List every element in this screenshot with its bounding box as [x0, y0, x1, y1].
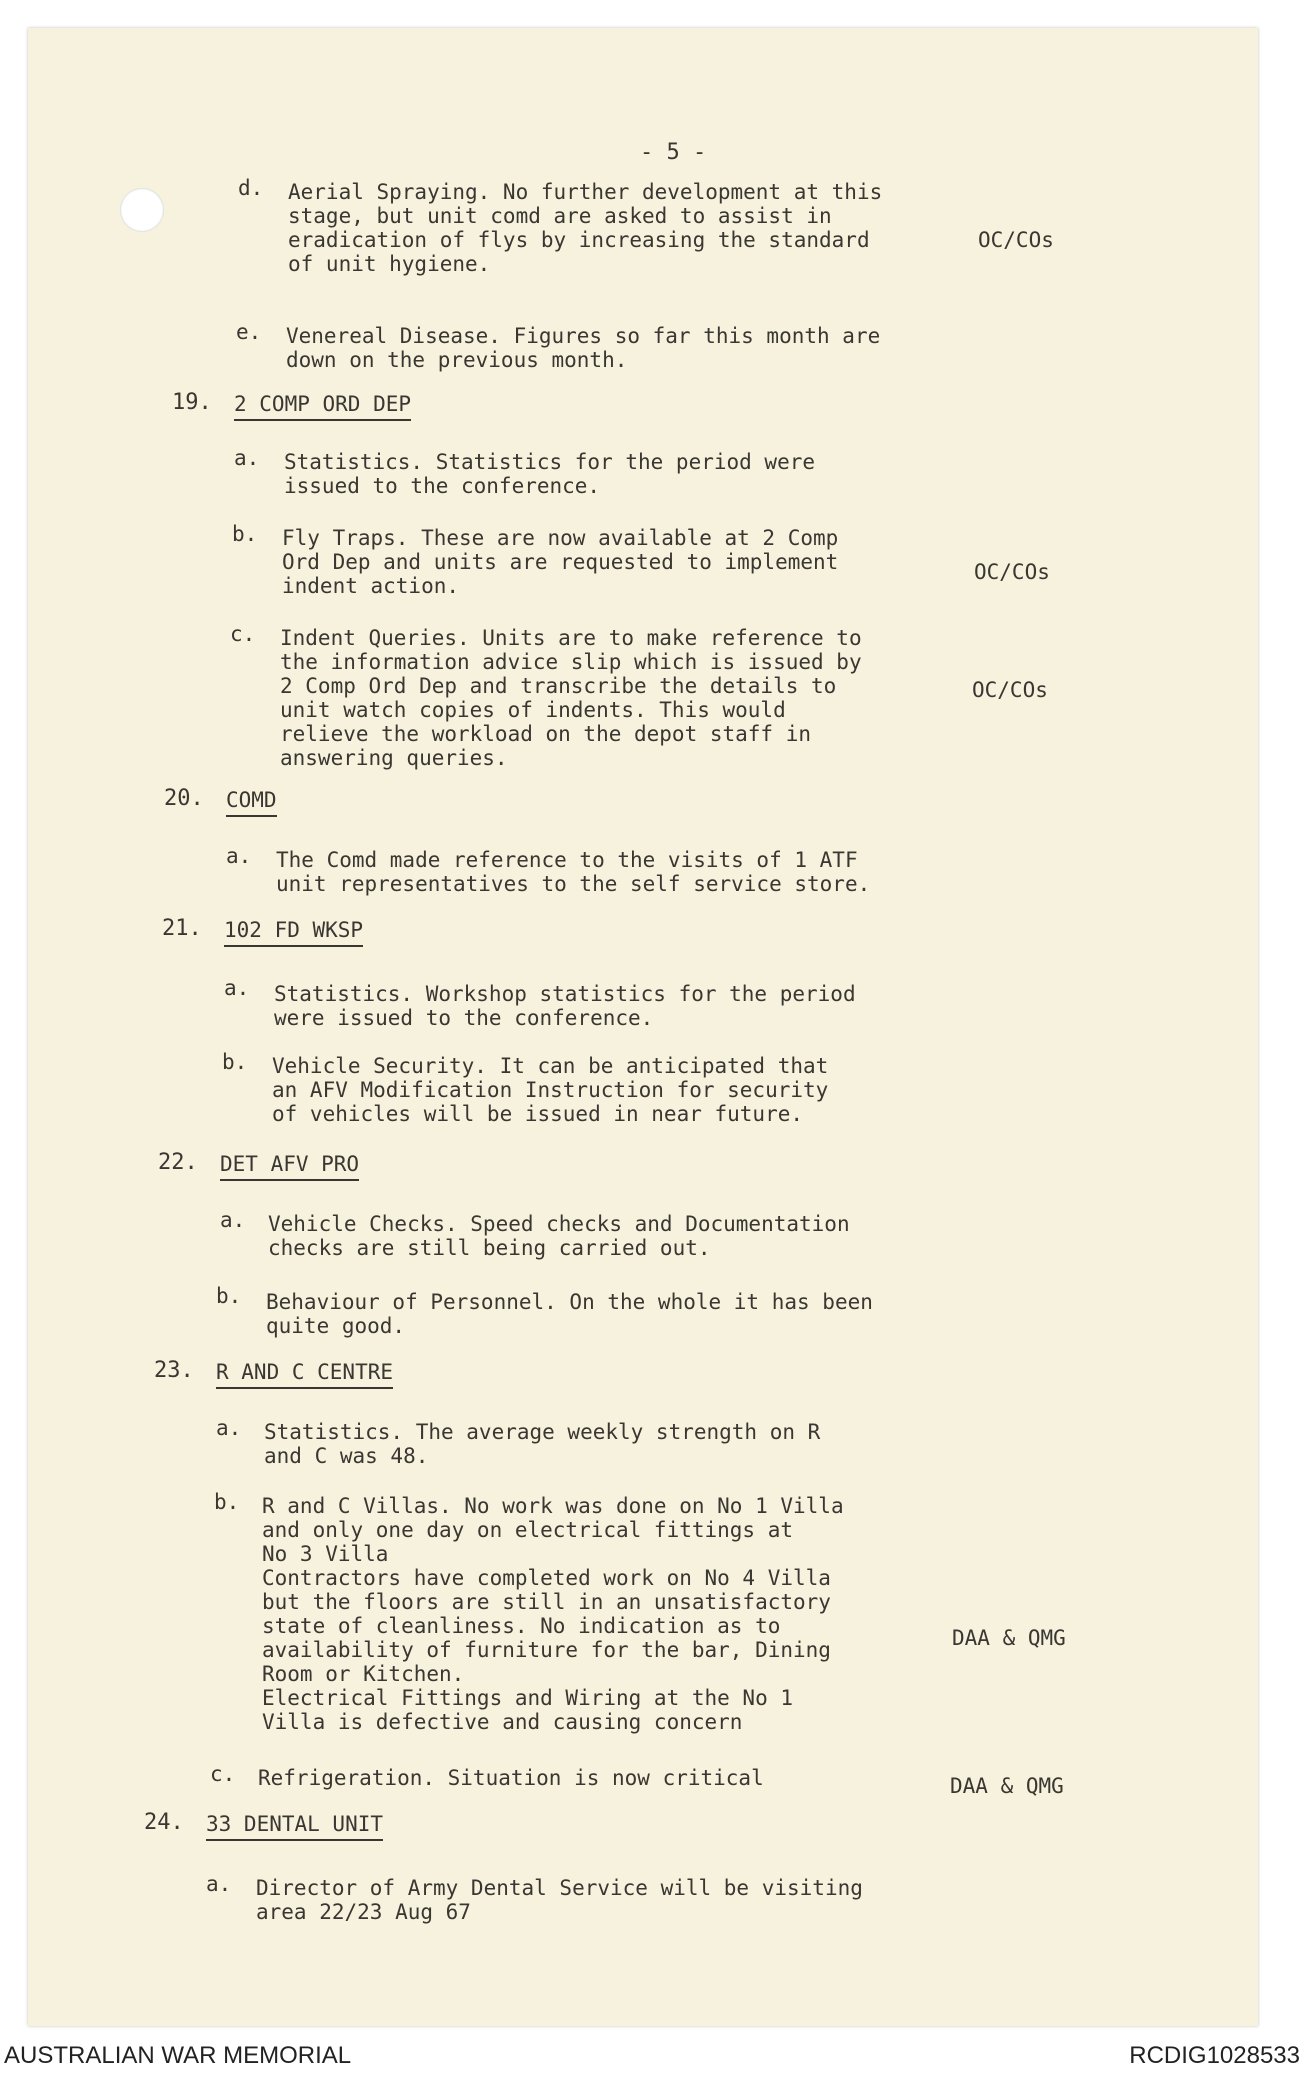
text-line: Ord Dep and units are requested to implement: [282, 550, 839, 574]
text-line: the information advice slip which is issued by: [280, 650, 862, 674]
section-number: 19.: [172, 390, 212, 415]
text-line: area 22/23 Aug 67: [256, 1900, 471, 1924]
text-line: Electrical Fittings and Wiring at the No 1: [262, 1686, 794, 1710]
text-line: Behaviour of Personnel. On the whole it has been: [266, 1290, 873, 1314]
text-line: relieve the workload on the depot staff in: [280, 722, 812, 746]
footer-reference: RCDIG1028533: [1129, 2042, 1300, 2069]
text-line: answering queries.: [280, 746, 508, 770]
footer-institution: AUSTRALIAN WAR MEMORIAL: [4, 2042, 352, 2069]
text-line: Fly Traps. These are now available at 2 Comp: [282, 526, 839, 550]
text-line: stage, but unit comd are asked to assist in: [288, 204, 832, 228]
text-line: unit representatives to the self service store.: [276, 872, 871, 896]
punch-hole: [120, 188, 164, 232]
action-label: DAA & QMG: [952, 1626, 1066, 1650]
text-line: of unit hygiene.: [288, 252, 491, 276]
section-heading: R AND C CENTRE: [216, 1360, 393, 1389]
section-heading: DET AFV PRO: [220, 1152, 359, 1181]
action-label: DAA & QMG: [950, 1774, 1064, 1798]
item-letter: a.: [220, 1208, 246, 1232]
text-line: Statistics. Workshop statistics for the period: [274, 982, 856, 1006]
text-line: Statistics. Statistics for the period were: [284, 450, 816, 474]
text-line: Vehicle Checks. Speed checks and Documentation: [268, 1212, 850, 1236]
text-line: Statistics. The average weekly strength on R: [264, 1420, 821, 1444]
text-line: 2 Comp Ord Dep and transcribe the details to: [280, 674, 837, 698]
section-number: 21.: [162, 916, 202, 941]
text-line: availability of furniture for the bar, Dining: [262, 1638, 831, 1662]
item-letter: d.: [238, 176, 264, 200]
text-line: quite good.: [266, 1314, 406, 1338]
section-heading: 33 DENTAL UNIT: [206, 1812, 383, 1841]
item-letter: c.: [210, 1762, 236, 1786]
text-line: checks are still being carried out.: [268, 1236, 711, 1260]
item-text: [288, 180, 882, 276]
item-letter: e.: [236, 320, 262, 344]
text-line: Aerial Spraying. No further development at this: [288, 180, 883, 204]
text-line: No 3 Villa: [262, 1542, 389, 1566]
item-text: [286, 324, 880, 372]
text-line: The Comd made reference to the visits of 1 ATF: [276, 848, 858, 872]
text-line: Director of Army Dental Service will be visiting: [256, 1876, 863, 1900]
item-letter: b.: [232, 522, 258, 546]
action-label: OC/COs: [972, 678, 1048, 702]
section-number: 23.: [154, 1358, 194, 1383]
item-text: [284, 450, 815, 498]
text-line: Venereal Disease. Figures so far this month are: [286, 324, 881, 348]
item-letter: b.: [214, 1490, 240, 1514]
action-label: OC/COs: [978, 228, 1054, 252]
text-line: down on the previous month.: [286, 348, 628, 372]
text-line: Vehicle Security. It can be anticipated that: [272, 1054, 829, 1078]
text-line: Room or Kitchen.: [262, 1662, 465, 1686]
text-line: and only one day on electrical fittings at: [262, 1518, 794, 1542]
text-line: Villa is defective and causing concern: [262, 1710, 743, 1734]
item-text: [274, 982, 856, 1030]
text-line: eradication of flys by increasing the standard: [288, 228, 870, 252]
text-line: indent action.: [282, 574, 460, 598]
item-text: [264, 1420, 820, 1468]
action-label: OC/COs: [974, 560, 1050, 584]
text-line: state of cleanliness. No indication as to: [262, 1614, 781, 1638]
text-line: issued to the conference.: [284, 474, 601, 498]
text-line: an AFV Modification Instruction for security: [272, 1078, 829, 1102]
section-number: 24.: [144, 1810, 184, 1835]
section-heading: 102 FD WKSP: [224, 918, 363, 947]
section-number: 20.: [164, 786, 204, 811]
text-line: Indent Queries. Units are to make reference to: [280, 626, 862, 650]
text-line: R and C Villas. No work was done on No 1 Villa: [262, 1494, 844, 1518]
item-letter: b.: [222, 1050, 248, 1074]
section-number: 22.: [158, 1150, 198, 1175]
item-text: [256, 1876, 863, 1924]
text-line: Contractors have completed work on No 4 Villa: [262, 1566, 831, 1590]
page-number: - 5 -: [640, 140, 707, 165]
item-letter: a.: [234, 446, 260, 470]
section-heading: 2 COMP ORD DEP: [234, 392, 411, 421]
text-line: Refrigeration. Situation is now critical: [258, 1766, 764, 1790]
text-line: but the floors are still in an unsatisfactory: [262, 1590, 831, 1614]
text-line: unit watch copies of indents. This would: [280, 698, 786, 722]
item-letter: c.: [230, 622, 256, 646]
text-line: and C was 48.: [264, 1444, 429, 1468]
item-letter: a.: [206, 1872, 232, 1896]
item-text: [276, 848, 870, 896]
text-line: of vehicles will be issued in near future.: [272, 1102, 804, 1126]
section-heading: COMD: [226, 788, 277, 817]
item-letter: b.: [216, 1284, 242, 1308]
item-text: [280, 626, 862, 770]
item-text: [272, 1054, 828, 1126]
item-text: [282, 526, 838, 598]
item-text: [266, 1290, 873, 1338]
item-letter: a.: [224, 976, 250, 1000]
item-letter: a.: [226, 844, 252, 868]
item-text: [258, 1766, 764, 1790]
item-text: [262, 1494, 844, 1734]
text-line: were issued to the conference.: [274, 1006, 654, 1030]
item-text: [268, 1212, 850, 1260]
item-letter: a.: [216, 1416, 242, 1440]
